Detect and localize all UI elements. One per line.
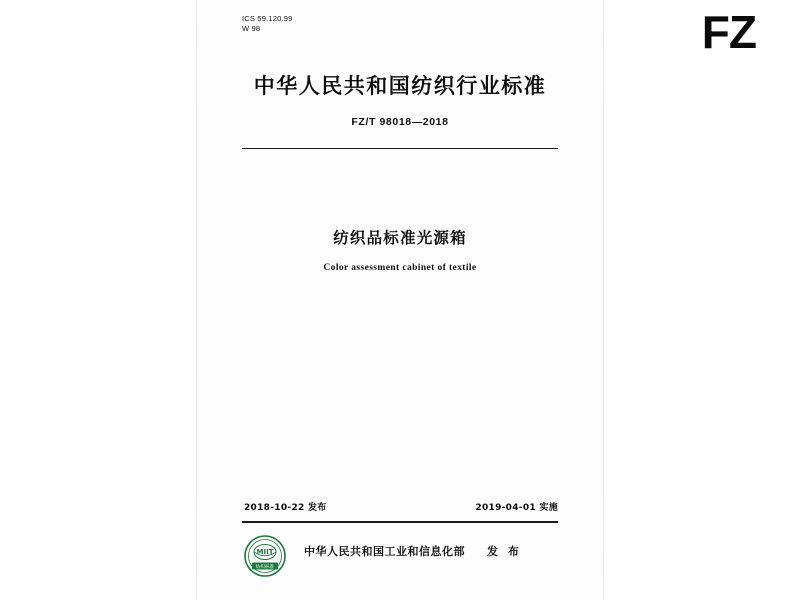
issuer-row xyxy=(196,533,604,579)
svg-text:MIIT: MIIT xyxy=(256,548,274,556)
page-margin-left xyxy=(0,0,196,600)
ics-code-line-1: ICS 59.120.99 xyxy=(242,14,293,23)
divider-bottom xyxy=(242,521,558,523)
ics-code-line-2: W 98 xyxy=(242,24,261,33)
subject-title-chinese: 纺织品标准光源箱 xyxy=(333,229,467,247)
issuer-line xyxy=(304,543,522,559)
page-margin-right xyxy=(604,0,800,600)
svg-text:纺织标准: 纺织标准 xyxy=(255,565,275,570)
issuer-name: 中华人民共和国工业和信息化部 xyxy=(304,545,465,558)
subject-title-english: Color assessment cabinet of textile xyxy=(323,263,477,273)
ministry-seal-emblem-icon xyxy=(244,535,286,577)
issue-date: 2018-10-22 发布 xyxy=(244,503,327,513)
page-title: 中华人民共和国纺织行业标准 xyxy=(253,74,547,98)
ics-code xyxy=(242,14,293,34)
standard-number: FZ/T 98018—2018 xyxy=(351,116,449,128)
date-row xyxy=(244,500,558,513)
implementation-date: 2019-04-01 实施 xyxy=(475,503,558,513)
issuer-verb: 发 布 xyxy=(487,545,522,558)
fz-logo: FZ xyxy=(701,6,756,58)
divider-top xyxy=(242,148,558,149)
